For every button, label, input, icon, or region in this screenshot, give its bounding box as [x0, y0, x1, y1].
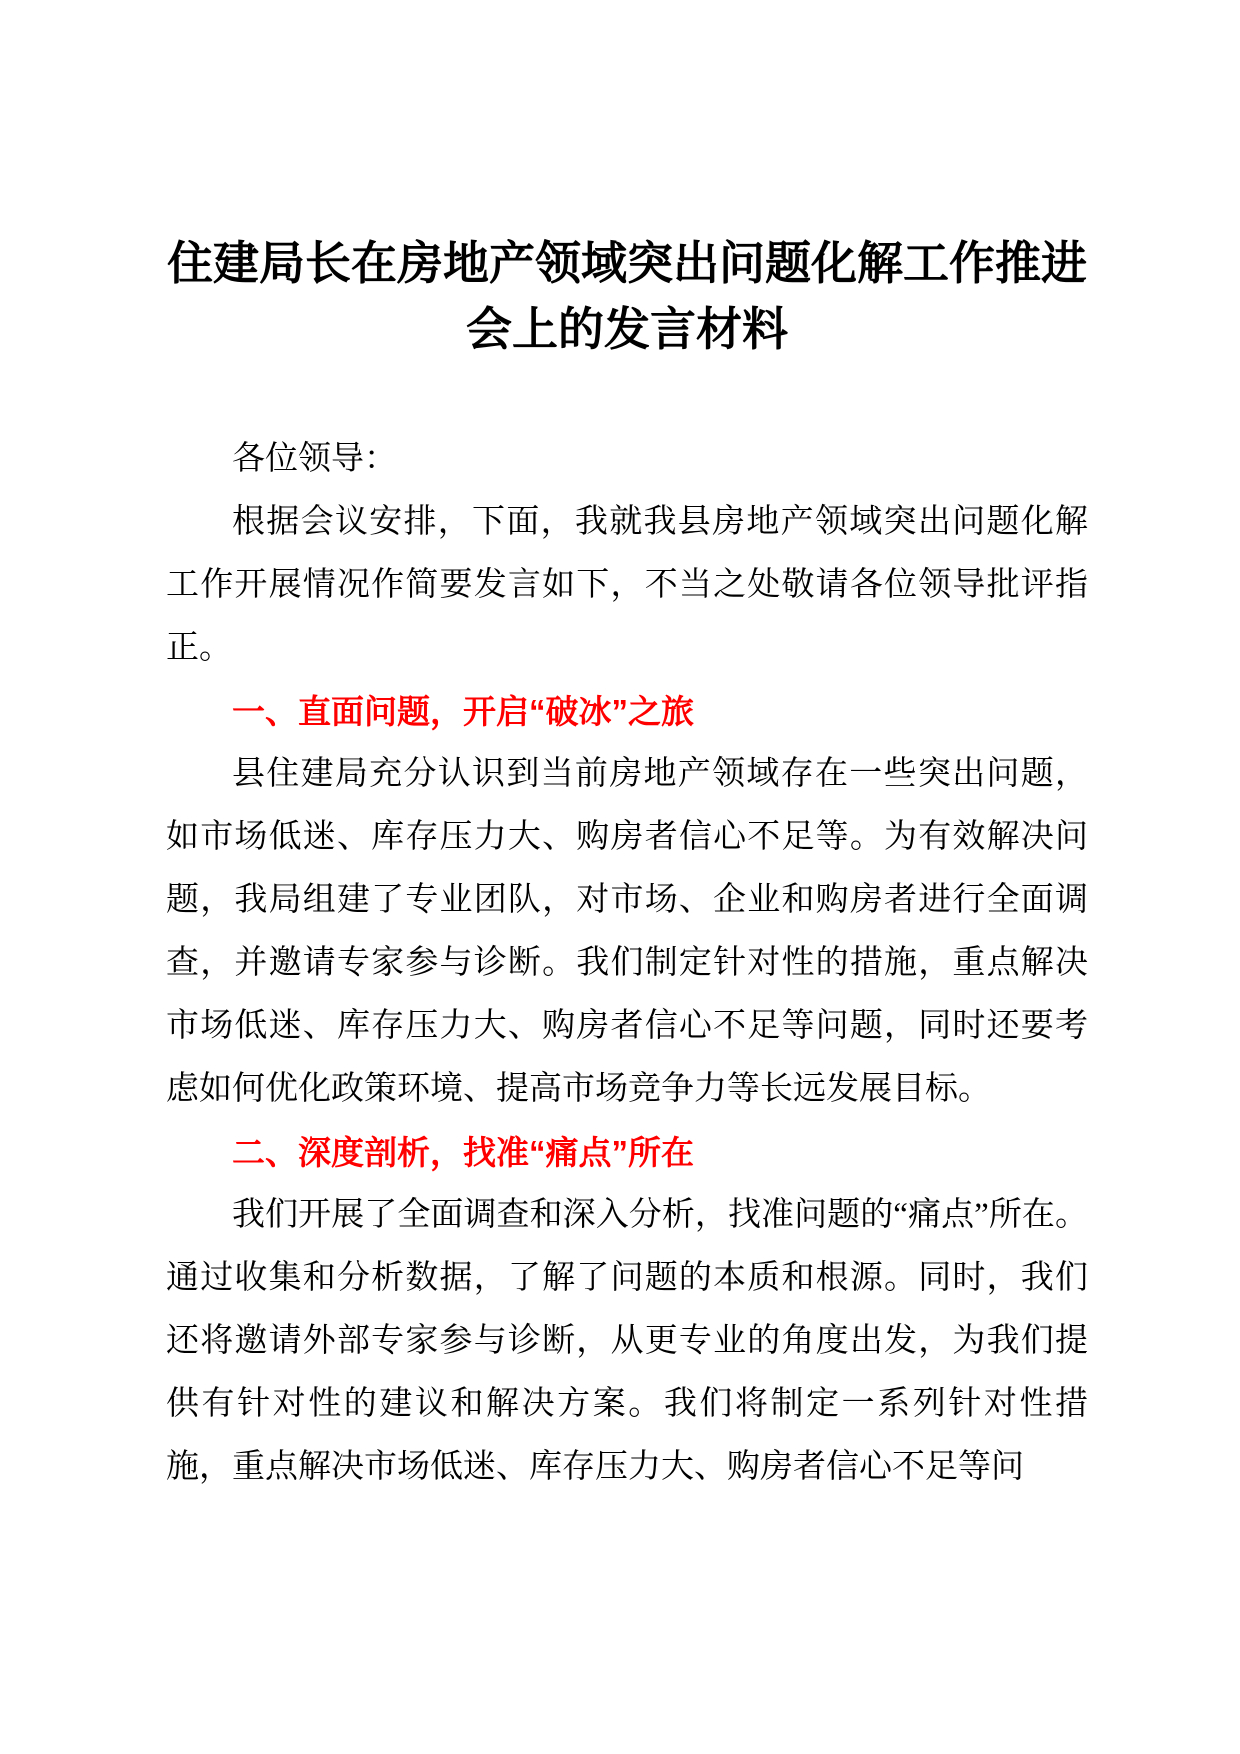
section-heading-1: 一、直面问题，开启“破冰”之旅	[232, 693, 694, 730]
intro-paragraph: 根据会议安排，下面，我就我县房地产领域突出问题化解工作开展情况作简要发言如下，不当之处敬请各位领导批评指正。	[166, 504, 1088, 666]
document-body	[166, 428, 1088, 1499]
section-1-paragraph: 县住建局充分认识到当前房地产领域存在一些突出问题，如市场低迷、库存压力大、购房者信心不足等。为有效解决问题，我局组建了专业团队，对市场、企业和购房者进行全面调查，并邀请专家参与诊断。我们制定针对性的措施，重点解决市场低迷、库存压力大、购房者信心不足等问题，同时还要考虑如何优化政策环境、提高市场竞争力等长远发展目标。	[166, 756, 1088, 1107]
section-heading-2: 二、深度剖析，找准“痛点”所在	[232, 1134, 694, 1171]
page-title: 住建局长在房地产领域突出问题化解工作推进会上的发言材料	[167, 237, 1087, 355]
salutation-paragraph: 各位领导：	[232, 441, 397, 477]
section-2-paragraph: 我们开展了全面调查和深入分析，找准问题的“痛点”所在。通过收集和分析数据，了解了问题的本质和根源。同时，我们还将邀请外部专家参与诊断，从更专业的角度出发，为我们提供有针对性的建议和解决方案。我们将制定一系列针对性措施，重点解决市场低迷、库存压力大、购房者信心不足等问	[166, 1197, 1088, 1485]
